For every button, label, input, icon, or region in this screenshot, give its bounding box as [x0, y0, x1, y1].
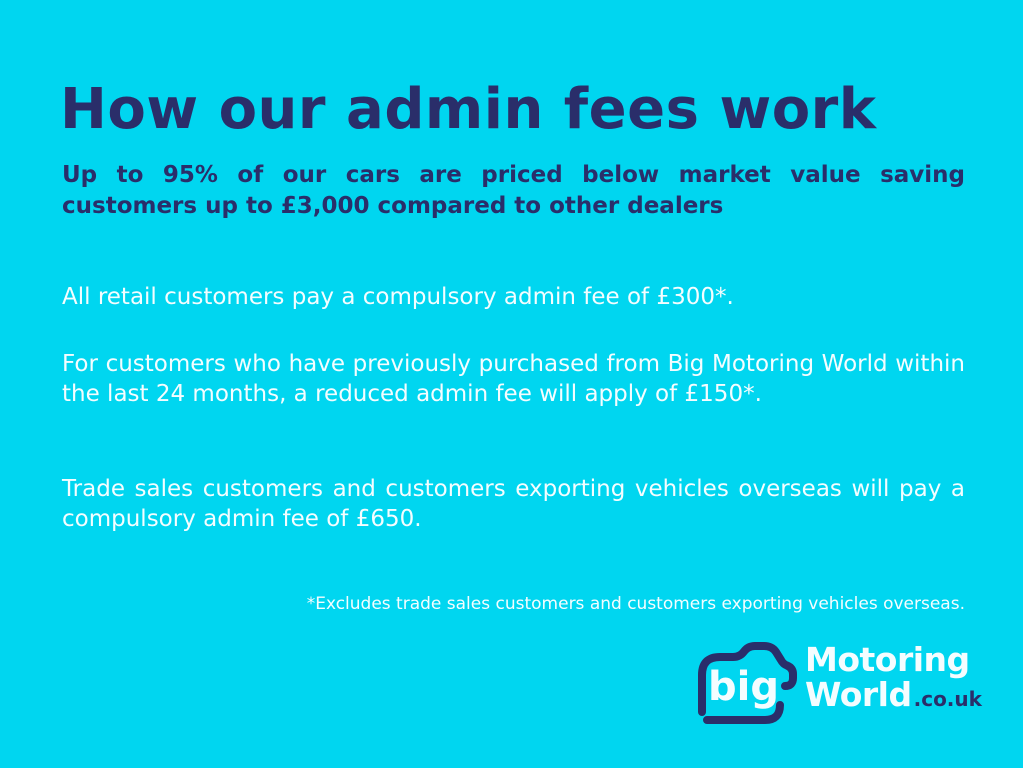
- logo-couk-text: .co.uk: [913, 687, 982, 711]
- car-outline-icon: [693, 642, 799, 732]
- page-title: How our admin fees work: [60, 77, 877, 142]
- big-motoring-world-logo: [693, 640, 993, 740]
- paragraph-trade-export-fee: Trade sales customers and customers exporting vehicles overseas will pay a compulsory admin fee of £650.: [62, 476, 965, 532]
- logo-big-label: big: [708, 664, 779, 710]
- paragraph-returning-customer-fee: For customers who have previously purchased from Big Motoring World within the last 24 months, a reduced admin fee will apply of £150*.: [62, 351, 965, 407]
- logo-world-text: World: [805, 675, 912, 714]
- paragraph-retail-fee: All retail customers pay a compulsory admin fee of £300*.: [62, 284, 734, 310]
- footnote-exclusions: *Excludes trade sales customers and customers exporting vehicles overseas.: [306, 594, 965, 614]
- logo-motoring-text: Motoring: [805, 640, 970, 679]
- logo-world-row: [805, 677, 982, 712]
- subheading-market-value: Up to 95% of our cars are priced below market value saving customers up to £3,000 compared to other dealers: [62, 162, 965, 219]
- logo-wordmark: [805, 642, 982, 712]
